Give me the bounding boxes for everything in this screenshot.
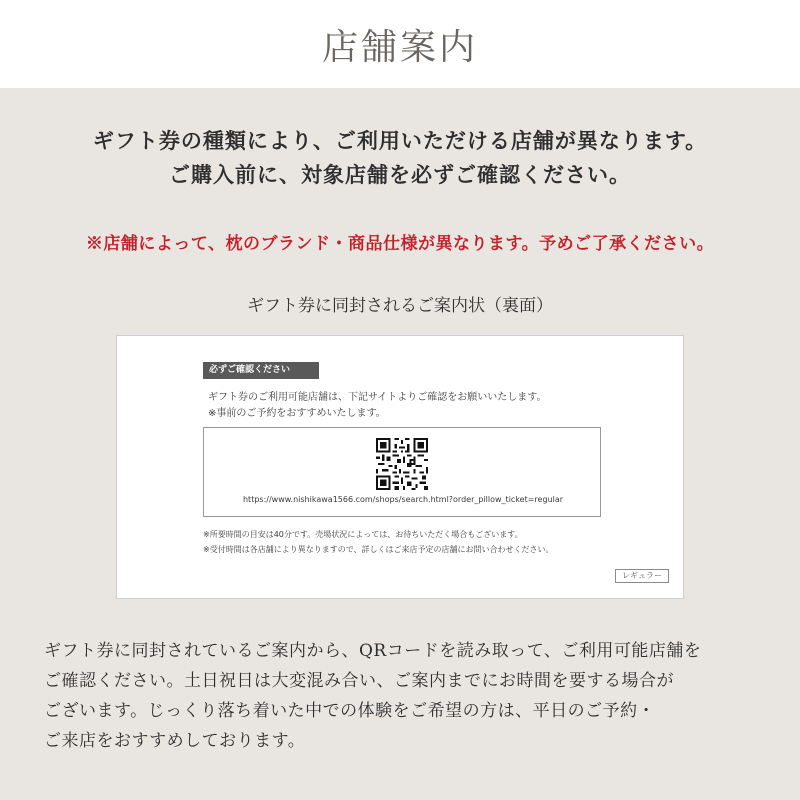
qr-code-icon (376, 438, 428, 490)
card-line-1: ギフト券のご利用可能店舗は、下記サイトよりご確認をお願いいたします。 (208, 392, 547, 403)
qr-box (203, 427, 601, 517)
body-line-1: ギフト券に同封されているご案内から、QRコードを読み取って、ご利用可能店舗を (44, 641, 702, 661)
page-header (0, 0, 800, 88)
body-line-2: ご確認ください。土日祝日は大変混み合い、ご案内までにお時間を要する場合が (44, 671, 674, 691)
body-line-4: ご来店をおすすめしております。 (44, 731, 306, 751)
shop-search-url: https://www.nishikawa1566.com/shops/search.html?order_pillow_ticket=regular (242, 495, 564, 504)
card-caption: ギフト券に同封されるご案内状（裏面） (247, 296, 553, 316)
body-line-3: ございます。じっくり落ち着いた中での体験をご希望の方は、平日のご予約・ (44, 701, 656, 721)
intro-line-1: ギフト券の種類により、ご利用いただける店舗が異なります。 (92, 128, 708, 153)
card-note-2: ※受付時間は各店舗により異なりますので、詳しくはご来店予定の店舗にお問い合わせください。 (203, 545, 554, 554)
confirm-badge: 必ずご確認ください (203, 362, 319, 379)
card-line-2: ※事前のご予約をおすすめいたします。 (208, 408, 386, 419)
warning-text: ※店舗によって、枕のブランド・商品仕様が異なります。予めご了承ください。 (85, 234, 715, 254)
guide-card-image (116, 335, 684, 599)
body-paragraph (44, 636, 774, 756)
page-title: 店舗案内 (321, 26, 478, 68)
card-note-1: ※所要時間の目安は40分です。売場状況によっては、お待ちいただく場合もございます。 (203, 530, 523, 539)
intro-line-2: ご購入前に、対象店舗を必ずご確認ください。 (169, 162, 631, 187)
intro-text (0, 124, 800, 192)
ticket-type-tag: レギュラー (615, 569, 669, 583)
